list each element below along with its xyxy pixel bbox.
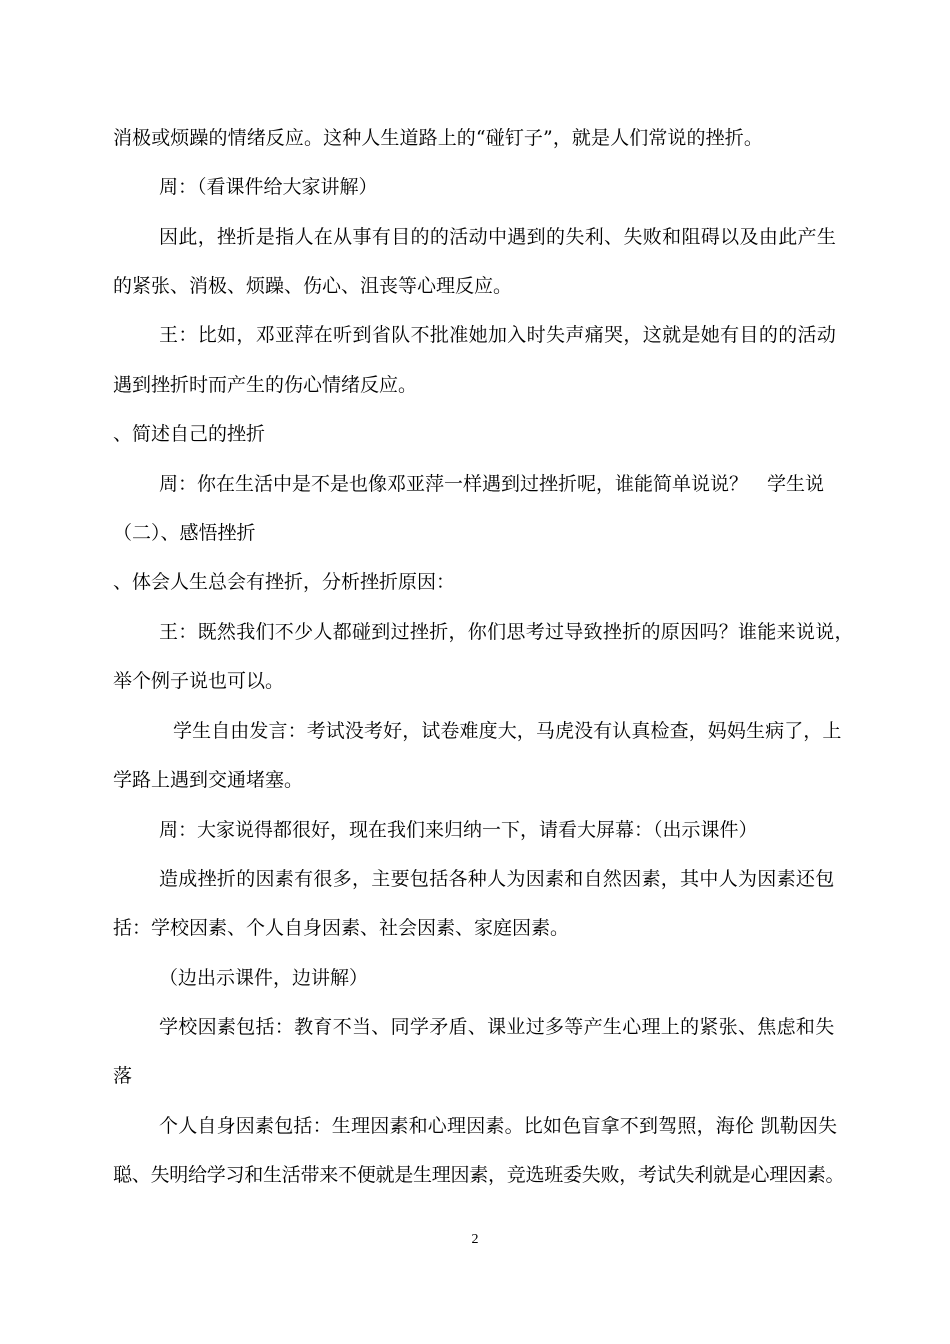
text-line: 括：学校因素、个人自身因素、社会因素、家庭因素。: [113, 917, 570, 939]
text-line: 学校因素包括：教育不当、同学矛盾、课业过多等产生心理上的紧张、焦虑和失: [159, 1016, 835, 1038]
text-line: 王：既然我们不少人都碰到过挫折，你们思考过导致挫折的原因吗？谁能来说说，: [159, 621, 854, 643]
text-line: 周：大家说得都很好，现在我们来归纳一下，请看大屏幕：（出示课件）: [159, 819, 758, 841]
text-line: 学路上遇到交通堵塞。: [113, 769, 304, 791]
text-line: 因此，挫折是指人在从事有目的的活动中遇到的失利、失败和阻碍以及由此产生: [159, 226, 837, 248]
section-heading: （二）、感悟挫折: [113, 522, 256, 544]
text-line: 落: [113, 1065, 133, 1087]
text-line: 造成挫折的因素有很多，主要包括各种人为因素和自然因素，其中人为因素还包: [159, 868, 835, 890]
text-line: 的紧张、消极、烦躁、伤心、沮丧等心理反应。: [113, 275, 513, 297]
text-line: 王：比如，邓亚萍在听到省队不批准她加入时失声痛哭，这就是她有目的的活动: [159, 324, 837, 346]
section-heading: 、体会人生总会有挫折，分析挫折原因：: [113, 571, 456, 593]
text-line: 遇到挫折时而产生的伤心情绪反应。: [113, 374, 418, 396]
text-line: 聪、失明给学习和生活带来不便就是生理因素，竞选班委失败，考试失利就是心理因素。: [113, 1164, 845, 1186]
text-line: 个人自身因素包括：生理因素和心理因素。比如色盲拿不到驾照，海伦 凯勒因失: [159, 1115, 838, 1137]
text-line: 举个例子说也可以。: [113, 670, 285, 692]
text-line: 周：（看课件给大家讲解）: [159, 176, 378, 198]
page-number: 2: [471, 1232, 479, 1247]
text-line: （边出示课件，边讲解）: [159, 967, 369, 989]
text-line: 消极或烦躁的情绪反应。这种人生道路上的“碰钉子”，就是人们常说的挫折。: [113, 127, 763, 149]
text-line: 周：你在生活中是不是也像邓亚萍一样遇到过挫折呢，谁能简单说说？ 学生说: [159, 473, 825, 495]
section-heading: 、简述自己的挫折: [113, 423, 266, 445]
text-line: 学生自由发言：考试没考好，试卷难度大，马虎没有认真检查，妈妈生病了，上: [173, 720, 842, 742]
